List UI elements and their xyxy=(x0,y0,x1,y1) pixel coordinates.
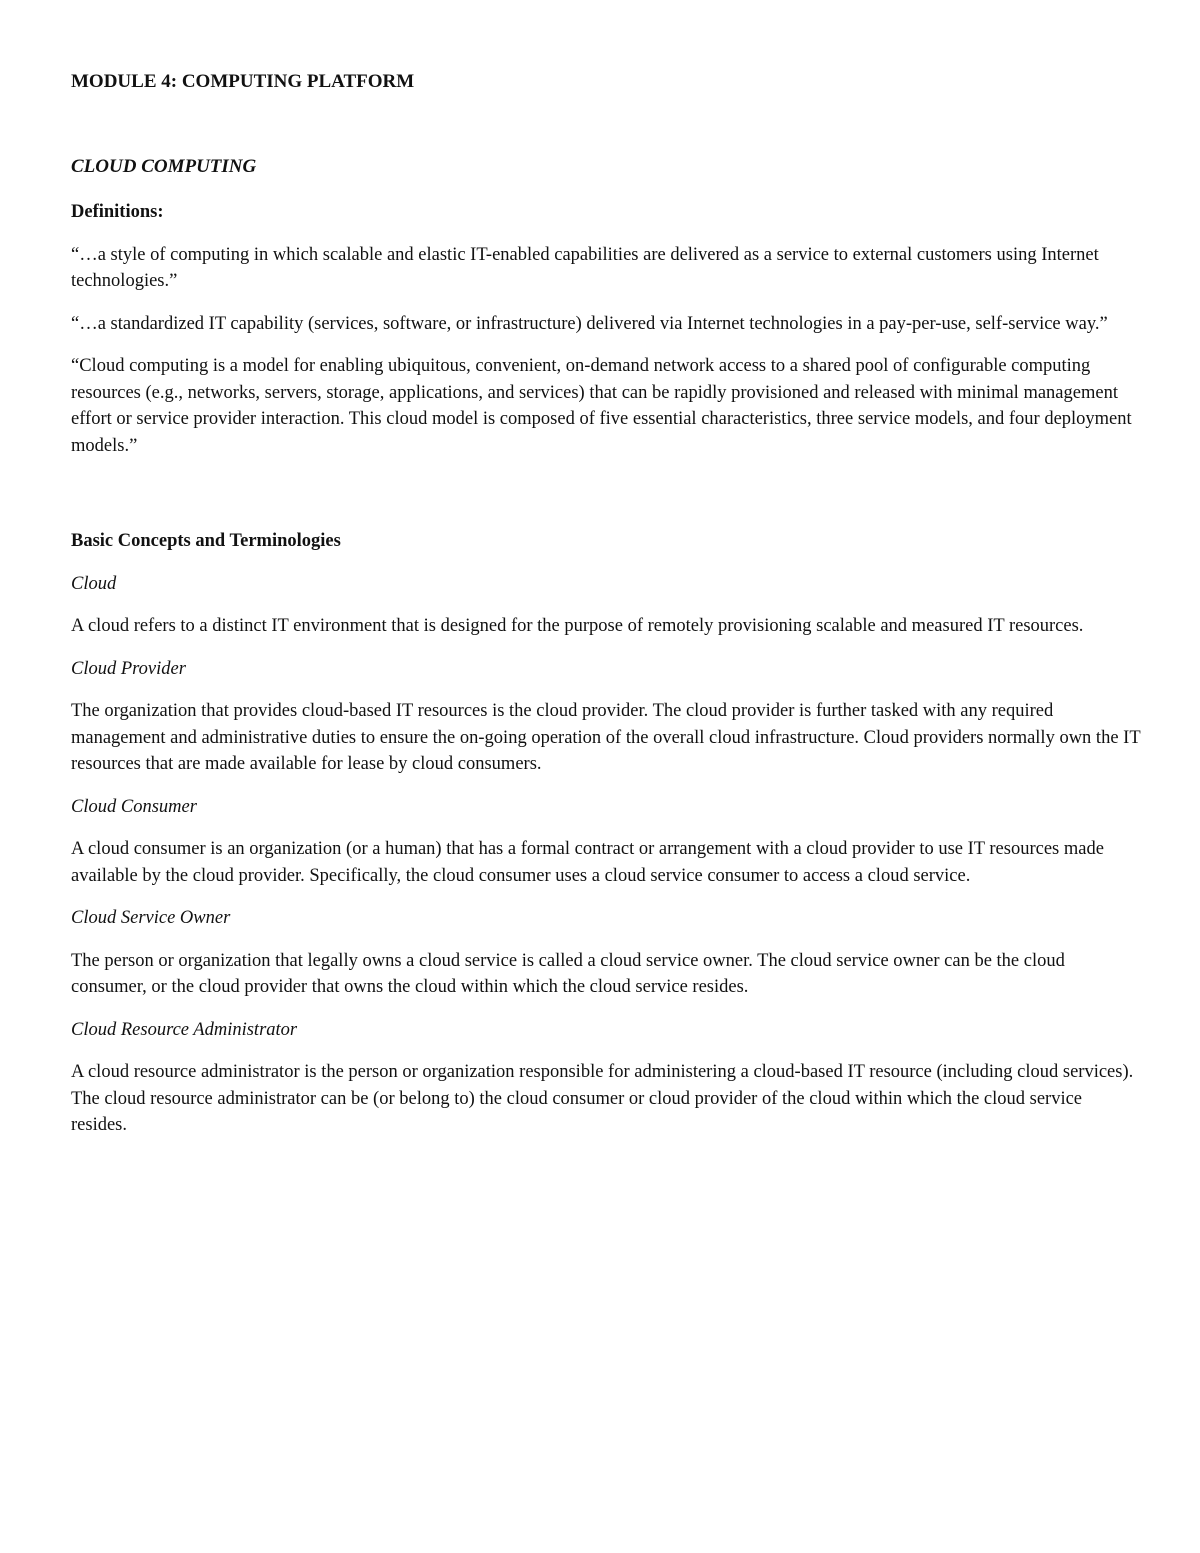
term-description-cloud: A cloud refers to a distinct IT environment that is designed for the purpose of remotely provisioning scalable and measured IT resources. xyxy=(71,616,1084,636)
term-description-cloud-service-owner: The person or organization that legally owns a cloud service is called a cloud service owner. The cloud service owner can be the cloud consumer, or the cloud provider that owns the cloud within which the cloud service resides. xyxy=(71,950,1065,997)
term-description-cloud-resource-administrator: A cloud resource administrator is the person or organization responsible for administering a cloud-based IT resource (including cloud services). The cloud resource administrator can be (or belong to) the cloud consumer or cloud provider of the cloud within which the cloud service resides. xyxy=(71,1062,1134,1135)
document-body xyxy=(71,199,1141,1155)
definition-quote: “…a style of computing in which scalable and elastic IT-enabled capabilities are delivered as a service to external customers using Internet technologies.” xyxy=(71,244,1099,291)
term-description-cloud-provider: The organization that provides cloud-based IT resources is the cloud provider. The cloud provider is further tasked with any required management and administrative duties to ensure the on-going operation of the overall cloud infrastructure. Cloud providers normally own the IT resources that are made available for lease by cloud consumers. xyxy=(71,701,1141,774)
term-title-cloud-consumer: Cloud Consumer xyxy=(71,796,197,817)
section-title: CLOUD COMPUTING xyxy=(71,156,257,177)
definitions-heading: Definitions: xyxy=(71,202,164,222)
definition-quote: “…a standardized IT capability (services, software, or infrastructure) delivered via Internet technologies in a pay-per-use, self-service way.” xyxy=(71,313,1108,334)
module-title: MODULE 4: COMPUTING PLATFORM xyxy=(71,71,415,92)
term-title-cloud-service-owner: Cloud Service Owner xyxy=(71,908,231,928)
definition-quote: “Cloud computing is a model for enabling ubiquitous, convenient, on-demand network access to a shared pool of configurable computing resources (e.g., networks, servers, storage, applications, and services) that can be rapidly provisioned and released with minimal management effort or service provider interaction. This cloud model is composed of five essential characteristics, three service models, and four deployment models.” xyxy=(71,356,1132,456)
concepts-heading: Basic Concepts and Terminologies xyxy=(71,531,341,551)
term-title-cloud-resource-administrator: Cloud Resource Administrator xyxy=(71,1019,298,1040)
term-description-cloud-consumer: A cloud consumer is an organization (or a human) that has a formal contract or arrangement with a cloud provider to use IT resources made available by the cloud provider. Specifically, the cloud consumer uses a cloud service consumer to access a cloud service. xyxy=(71,839,1104,886)
term-title-cloud: Cloud xyxy=(71,573,117,594)
term-title-cloud-provider: Cloud Provider xyxy=(71,658,186,679)
